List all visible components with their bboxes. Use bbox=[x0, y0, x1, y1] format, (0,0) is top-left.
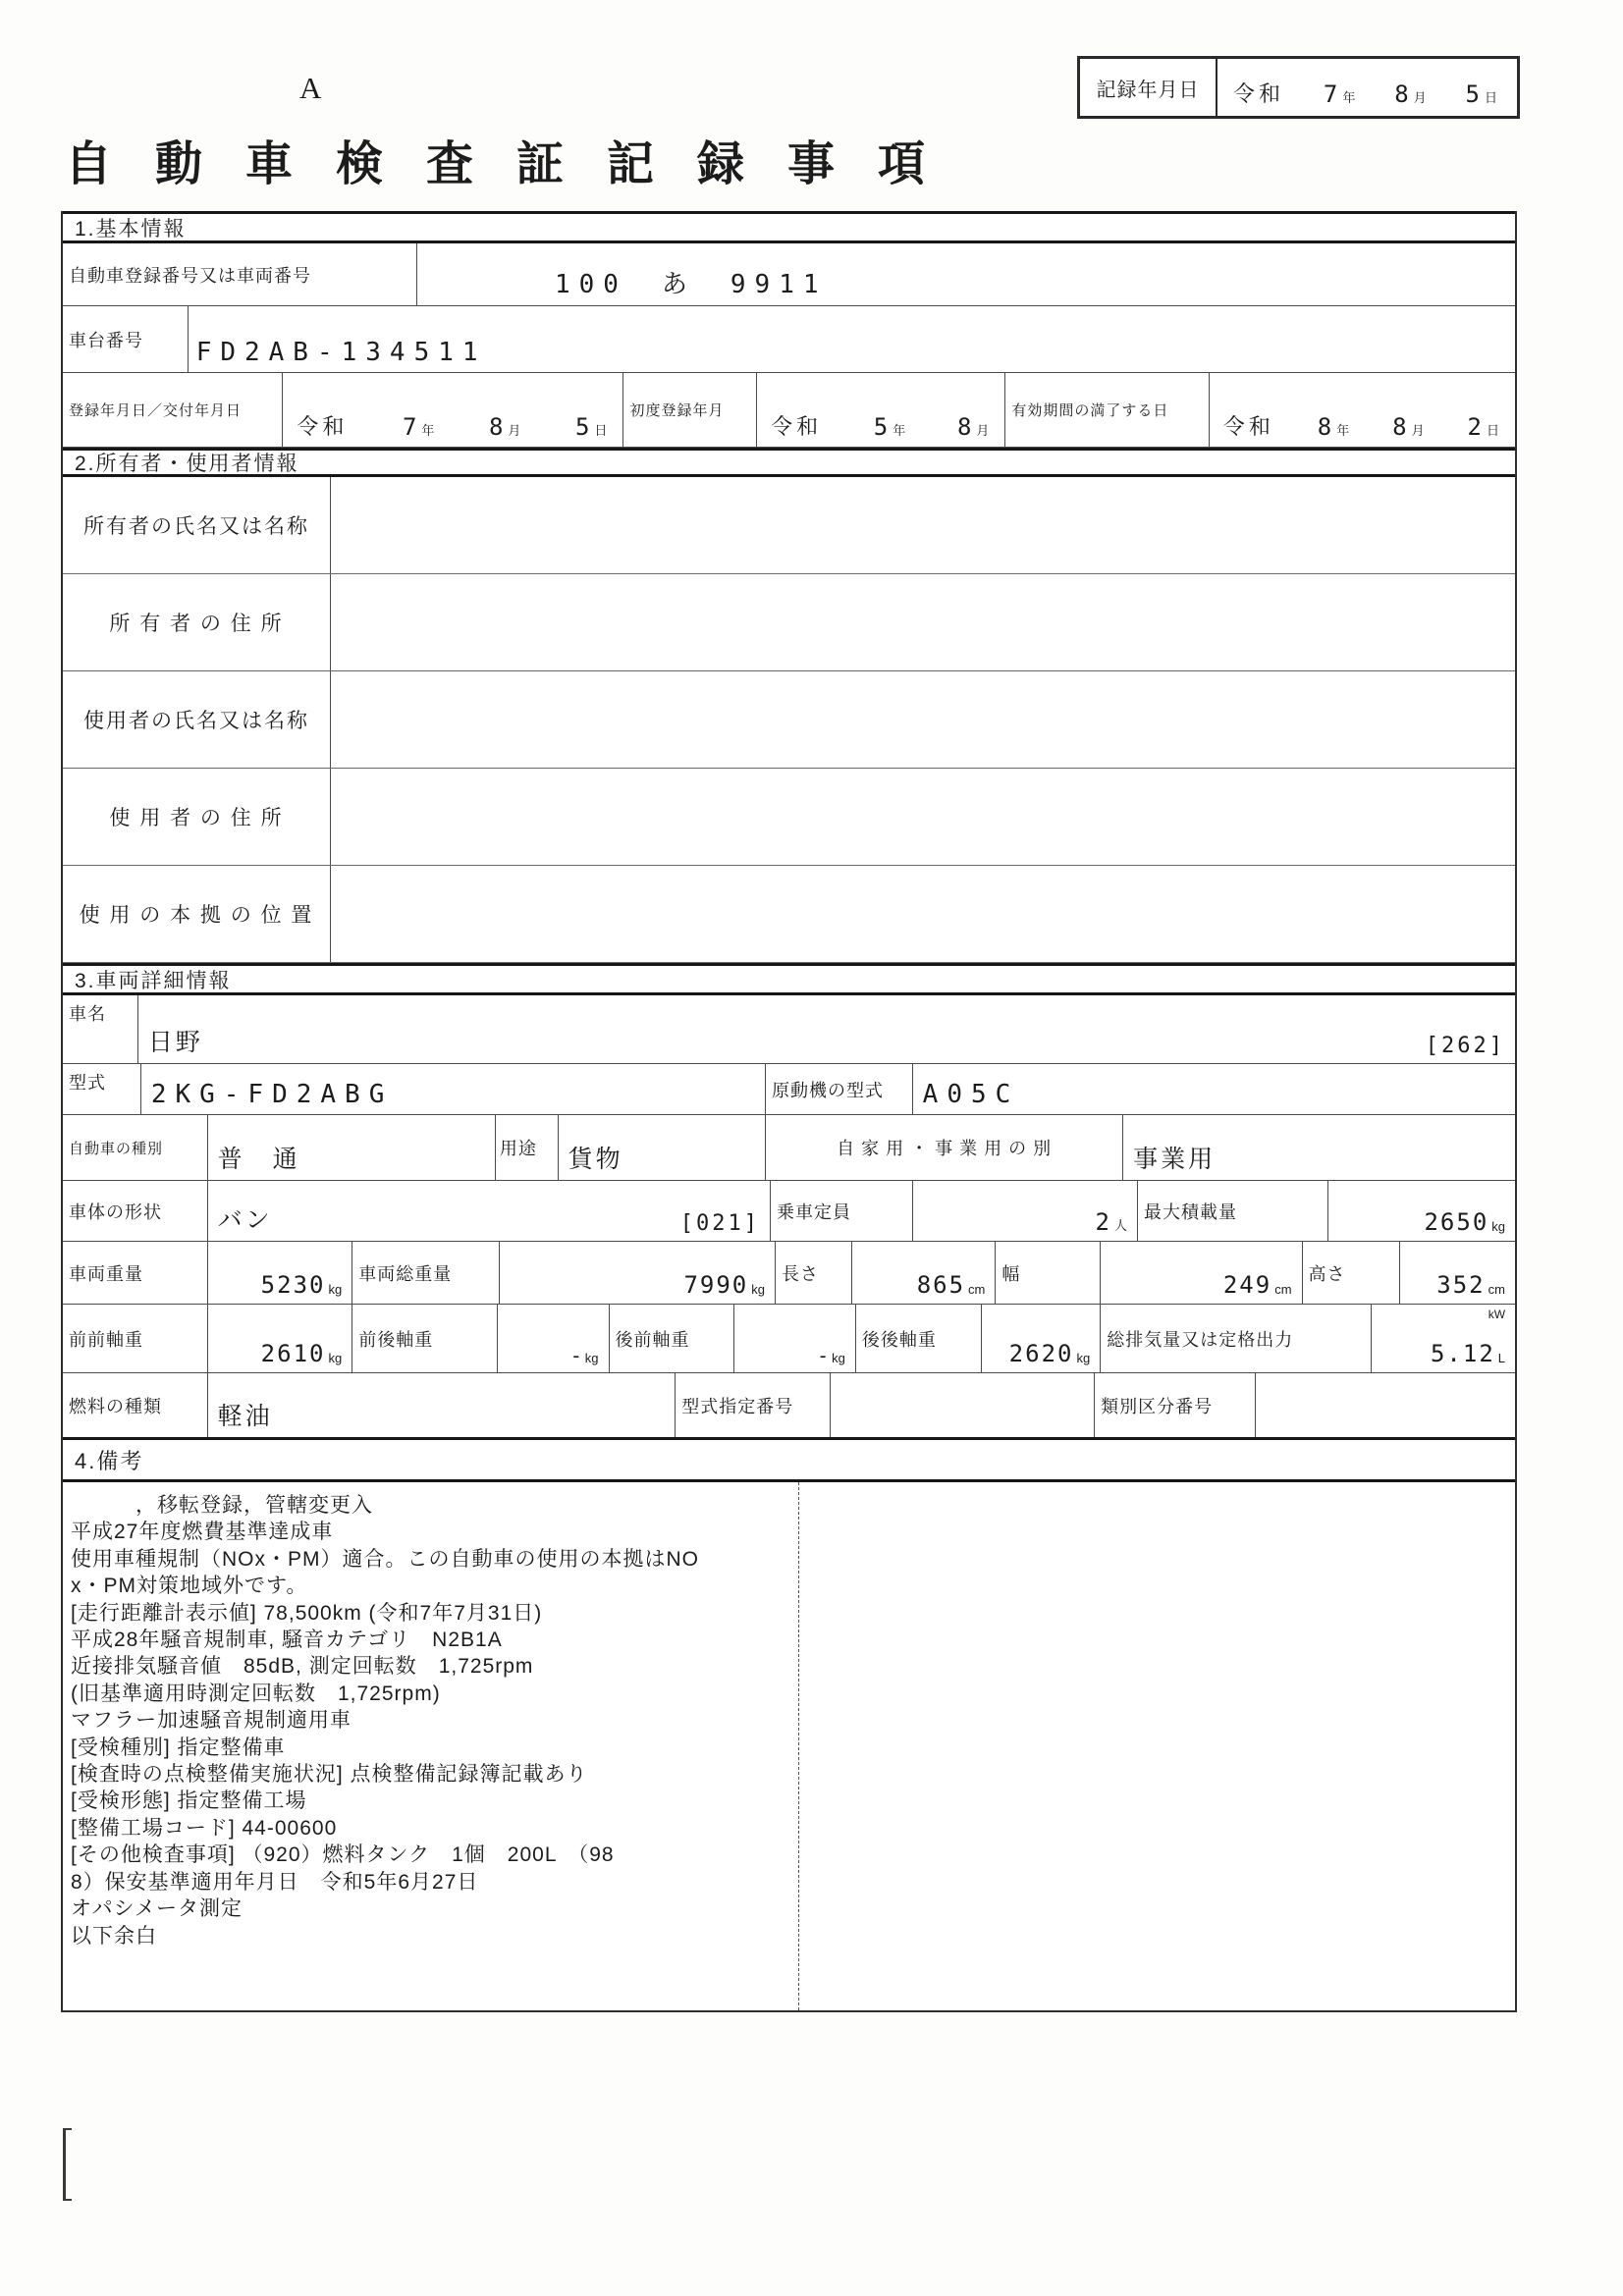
record-date-label: 記録年月日 bbox=[1080, 59, 1217, 116]
type-designation-label: 型式指定番号 bbox=[676, 1373, 831, 1437]
front-rear-axle-value: - kg bbox=[498, 1305, 610, 1372]
kind-row bbox=[63, 1115, 1515, 1181]
remarks-line: (旧基準適用時測定回転数 1,725rpm) bbox=[71, 1682, 441, 1705]
base-location-value bbox=[331, 866, 1515, 962]
front-front-axle-label: 前前軸重 bbox=[63, 1305, 208, 1372]
weight-row bbox=[63, 1242, 1515, 1305]
car-name-value: 日野 [262] bbox=[147, 1029, 1505, 1058]
registration-number-label: 自動車登録番号又は車両番号 bbox=[63, 243, 417, 305]
first-registration-label: 初度登録年月 bbox=[623, 373, 757, 447]
private-business-label: 自 家 用 ・ 事 業 用 の 別 bbox=[766, 1115, 1123, 1180]
type-designation-value bbox=[831, 1373, 1095, 1437]
record-date-month: 8 bbox=[1394, 80, 1411, 108]
page-title: 自動車検査証記録事項 bbox=[65, 138, 969, 190]
section-4-header: 4.備考 bbox=[63, 1437, 1515, 1482]
body-shape-row bbox=[63, 1181, 1515, 1242]
owner-name-row bbox=[63, 477, 1515, 574]
chassis-number-value: FD2AB-134511 bbox=[195, 338, 487, 367]
max-load-label: 最大積載量 bbox=[1138, 1181, 1328, 1241]
width-value: 249 cm bbox=[1101, 1242, 1302, 1304]
car-name-row bbox=[63, 995, 1515, 1064]
remarks-line: マフラー加速騒音規制適用車 bbox=[71, 1709, 352, 1733]
chassis-number-label: 車台番号 bbox=[63, 306, 189, 372]
expiry-date-value: 令和 8 年 8 月 2 日 bbox=[1222, 413, 1499, 441]
rear-rear-axle-label: 後後軸重 bbox=[856, 1305, 982, 1372]
chassis-number-row bbox=[63, 306, 1515, 373]
max-load-value: 2650 kg bbox=[1424, 1208, 1505, 1236]
front-rear-axle-label: 前後軸重 bbox=[352, 1305, 498, 1372]
scan-artifact-bracket bbox=[63, 2128, 72, 2201]
remarks-line: オパシメータ測定 bbox=[71, 1897, 243, 1921]
owner-name-value bbox=[331, 477, 1515, 573]
record-date-value bbox=[1217, 59, 1517, 116]
length-label: 長さ bbox=[776, 1242, 852, 1304]
private-business-value: 事業用 bbox=[1133, 1146, 1217, 1173]
length-value: 865 cm bbox=[852, 1242, 997, 1304]
registration-number-row bbox=[63, 243, 1515, 306]
page-marker: A bbox=[299, 71, 322, 105]
registration-number-value: 100 あ 9911 bbox=[554, 270, 828, 299]
registration-date-value: 令和 7 年 8 月 5 日 bbox=[283, 373, 623, 447]
displacement-label: 総排気量又は定格出力 bbox=[1101, 1305, 1372, 1372]
remarks-line: 平成27年度燃費基準達成車 bbox=[71, 1521, 334, 1544]
model-value: 2KG-FD2ABG bbox=[141, 1064, 766, 1114]
section-2-header: 2.所有者・使用者情報 bbox=[63, 448, 1515, 477]
capacity-label: 乗車定員 bbox=[771, 1181, 913, 1241]
height-value: 352 cm bbox=[1436, 1271, 1505, 1299]
engine-model-label: 原動機の型式 bbox=[766, 1064, 913, 1114]
displacement-value: kW 5.12 L bbox=[1430, 1308, 1506, 1367]
rear-front-axle-value: - kg bbox=[734, 1305, 856, 1372]
category-number-value bbox=[1256, 1373, 1515, 1437]
gross-weight-label: 車両総重量 bbox=[352, 1242, 500, 1304]
owner-address-value bbox=[331, 574, 1515, 670]
body-shape-label: 車体の形状 bbox=[63, 1181, 208, 1241]
remarks-line: [受検種別] 指定整備車 bbox=[71, 1735, 286, 1759]
use-value: 貨物 bbox=[559, 1115, 766, 1180]
model-row bbox=[63, 1064, 1515, 1115]
remarks-line: 近接排気騒音値 85dB, 測定回転数 1,725rpm bbox=[71, 1655, 534, 1679]
car-name-code: [262] bbox=[1425, 1034, 1505, 1058]
first-registration-value: 令和 5 年 8 月 bbox=[757, 373, 1005, 447]
remarks-empty-column bbox=[799, 1482, 1515, 2010]
remarks-line: [整備工場コード] 44-00600 bbox=[71, 1816, 338, 1840]
fuel-value: 軽油 bbox=[208, 1373, 676, 1437]
car-kind-value: 普 通 bbox=[208, 1115, 496, 1180]
base-location-label: 使 用 の 本 拠 の 位 置 bbox=[63, 866, 331, 962]
remarks-line: [検査時の点検整備実施状況] 点検整備記録簿記載あり bbox=[71, 1763, 588, 1787]
record-date-day: 5 bbox=[1465, 80, 1482, 108]
remarks-text-column bbox=[63, 1482, 799, 2010]
remarks-line: ，移転登録，管轄変更入 bbox=[71, 1494, 373, 1517]
expiry-date-label: 有効期間の満了する日 bbox=[1005, 373, 1209, 447]
body-shape-value: バン [021] bbox=[208, 1181, 771, 1241]
gross-weight-value: 7990 kg bbox=[500, 1242, 776, 1304]
base-location-row bbox=[63, 866, 1515, 963]
remarks-line: 平成28年騒音規制車, 騒音カテゴリ N2B1A bbox=[71, 1629, 503, 1652]
car-kind-label: 自動車の種別 bbox=[63, 1115, 208, 1180]
body-shape-code: [021] bbox=[679, 1211, 760, 1236]
remarks-line: x・PM対策地域外です。 bbox=[71, 1575, 308, 1598]
remarks-line: 8）保安基準適用年月日 令和5年6月27日 bbox=[71, 1870, 479, 1894]
user-name-value bbox=[331, 671, 1515, 768]
use-label: 用途 bbox=[496, 1115, 559, 1180]
remarks-line: 使用車種規制（NOx・PM）適合。この自動車の使用の本拠はNO bbox=[71, 1547, 699, 1571]
record-date-box bbox=[1077, 56, 1520, 119]
remarks-line: [受検形態] 指定整備工場 bbox=[71, 1789, 307, 1813]
user-address-value bbox=[331, 769, 1515, 865]
axle-weight-row bbox=[63, 1305, 1515, 1373]
vehicle-weight-value: 5230 kg bbox=[208, 1242, 353, 1304]
capacity-value: 2 人 bbox=[913, 1181, 1138, 1241]
section-3-header: 3.車両詳細情報 bbox=[63, 963, 1515, 995]
dates-row bbox=[63, 373, 1515, 448]
rear-rear-axle-value: 2620 kg bbox=[982, 1305, 1102, 1372]
remarks-line: [走行距離計表示値] 78,500km (令和7年7月31日) bbox=[71, 1601, 543, 1625]
kw-unit: kW bbox=[1488, 1308, 1506, 1321]
month-unit: 月 bbox=[1413, 90, 1427, 105]
owner-address-label: 所 有 者 の 住 所 bbox=[63, 574, 331, 670]
remarks-line: 以下余白 bbox=[71, 1924, 157, 1948]
record-date-era: 令和 bbox=[1233, 81, 1285, 106]
user-name-row bbox=[63, 671, 1515, 769]
user-address-row bbox=[63, 769, 1515, 866]
car-name-label: 車名 bbox=[63, 995, 138, 1063]
user-name-label: 使用者の氏名又は名称 bbox=[63, 671, 331, 768]
remarks-box bbox=[63, 1482, 1515, 2012]
remarks-line: [その他検査事項] （920）燃料タンク 1個 200L （98 bbox=[71, 1843, 615, 1867]
front-front-axle-value: 2610 kg bbox=[208, 1305, 353, 1372]
width-label: 幅 bbox=[996, 1242, 1101, 1304]
fuel-label: 燃料の種類 bbox=[63, 1373, 208, 1437]
rear-front-axle-label: 後前軸重 bbox=[610, 1305, 735, 1372]
user-address-label: 使 用 者 の 住 所 bbox=[63, 769, 331, 865]
record-form bbox=[61, 211, 1517, 2012]
registration-date-label: 登録年月日／交付年月日 bbox=[63, 373, 283, 447]
vehicle-weight-label: 車両重量 bbox=[63, 1242, 208, 1304]
record-date-year: 7 bbox=[1323, 80, 1340, 108]
category-number-label: 類別区分番号 bbox=[1095, 1373, 1256, 1437]
fuel-row bbox=[63, 1373, 1515, 1437]
section-1-header: 1.基本情報 bbox=[63, 211, 1515, 243]
year-unit: 年 bbox=[1342, 90, 1356, 105]
owner-address-row bbox=[63, 574, 1515, 671]
height-label: 高さ bbox=[1303, 1242, 1401, 1304]
model-label: 型式 bbox=[63, 1064, 141, 1114]
engine-model-value: A05C bbox=[922, 1080, 1020, 1109]
day-unit: 日 bbox=[1484, 90, 1497, 105]
owner-name-label: 所有者の氏名又は名称 bbox=[63, 477, 331, 573]
